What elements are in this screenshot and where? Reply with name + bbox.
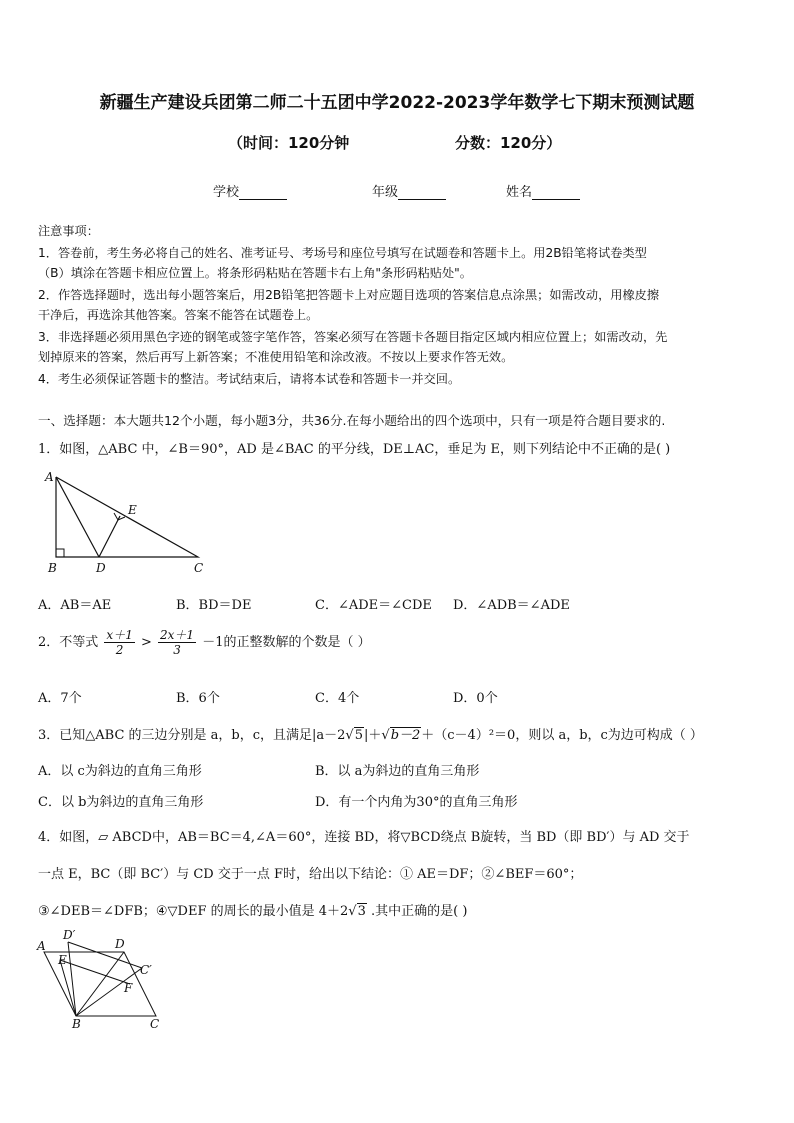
frac2-numerator: 2x＋1 xyxy=(160,628,195,642)
p-label-e: E xyxy=(58,953,67,967)
q1-option-b[interactable]: B．BD＝DE xyxy=(176,598,252,613)
grade-field xyxy=(372,181,446,200)
point-e-label: E xyxy=(128,503,137,517)
fraction-2 xyxy=(158,628,196,657)
exam-time: （时间：120分钟 xyxy=(228,134,350,152)
note-line: （B）填涂在答题卡相应位置上。将条形码粘贴在答题卡右上角"条形码粘贴处"。 xyxy=(38,266,472,280)
p-label-cprime: C′ xyxy=(140,963,152,977)
q2-option-d[interactable]: D．0个 xyxy=(453,691,498,706)
q3-sqrt-2: b－2 xyxy=(390,728,421,743)
triangle-figure xyxy=(36,466,216,578)
q3-text-b: |＋ xyxy=(364,728,382,743)
q3-option-a[interactable]: A．以 c为斜边的直角三角形 xyxy=(38,764,202,779)
q4-text-a: ③∠DEB＝∠DFB；④▽DEF 的周长的最小值是 4＋2 xyxy=(38,904,349,919)
exam-title: 新疆生产建设兵团第二师二十五团中学2022-2023学年数学七下期末预测试题 xyxy=(99,93,695,113)
p-label-d: D xyxy=(115,937,125,951)
q2-suffix: －1的正整数解的个数是（ ） xyxy=(202,635,371,650)
question-4-line-2: 一点 E，BC（即 BC′）与 CD 交于一点 F时，给出以下结论：① AE＝DF；②∠BEF＝60°； xyxy=(38,867,583,882)
p-label-c: C xyxy=(150,1017,160,1031)
point-b-label: B xyxy=(48,561,57,575)
gt-sign: > xyxy=(140,635,152,650)
note-line: 4．考生必须保证答题卡的整洁。考试结束后，请将本试卷和答题卡一并交回。 xyxy=(38,372,461,386)
p-label-f: F xyxy=(124,981,133,995)
q1-option-c[interactable]: C．∠ADE＝∠CDE xyxy=(315,598,432,613)
note-line: 干净后，再选涂其他答案。答案不能答在试题卷上。 xyxy=(38,308,319,322)
p-label-b: B xyxy=(72,1017,81,1031)
name-blank xyxy=(532,187,580,200)
frac2-denominator: 3 xyxy=(173,643,181,657)
p-label-dprime: D′ xyxy=(63,928,76,942)
q2-option-a[interactable]: A．7个 xyxy=(38,691,82,706)
school-label: 学校 xyxy=(213,185,240,200)
school-field xyxy=(213,181,287,200)
school-blank xyxy=(239,187,287,200)
parallelogram-figure xyxy=(30,928,170,1034)
q2-prefix: 2．不等式 xyxy=(38,635,99,650)
note-line: 划掉原来的答案，然后再写上新答案；不准使用铅笔和涂改液。不按以上要求作答无效。 xyxy=(38,350,514,364)
q3-text-a: 3．已知△ABC 的三边分别是 a，b，c，且满足|a－2 xyxy=(38,728,346,743)
note-line: 2．作答选择题时，选出每小题答案后，用2B铅笔把答题卡上对应题目选项的答案信息点涂黑；如需改动，用橡皮擦 xyxy=(38,288,660,302)
note-line: 1．答卷前，考生务必将自己的姓名、准考证号、考场号和座位号填写在试题卷和答题卡上。用2B铅笔将试卷类型 xyxy=(38,246,647,260)
q3-text-c: ＋（c－4）²＝0，则以 a，b，c为边可构成（ ） xyxy=(421,728,703,743)
q4-text-b: .其中正确的是( ) xyxy=(366,904,468,919)
frac1-numerator: x＋1 xyxy=(106,628,133,642)
frac1-denominator: 2 xyxy=(115,643,124,657)
question-3-stem xyxy=(38,724,703,743)
grade-blank xyxy=(398,187,446,200)
p-label-a: A xyxy=(37,939,46,953)
sqrt-symbol: √ xyxy=(348,904,357,919)
sqrt-symbol: √ xyxy=(345,728,354,743)
note-line: 3．非选择题必须用黑色字迹的钢笔或签字笔作答，答案必须写在答题卡各题目指定区域内相应位置上；如需改动，先 xyxy=(38,330,668,344)
exam-score: 分数：120分） xyxy=(455,134,562,152)
point-a-label: A xyxy=(45,470,54,484)
q3-option-c[interactable]: C．以 b为斜边的直角三角形 xyxy=(38,795,204,810)
q3-option-b[interactable]: B．以 a为斜边的直角三角形 xyxy=(315,764,480,779)
question-1-stem: 1．如图，△ABC 中，∠B＝90°，AD 是∠BAC 的平分线，DE⊥AC，垂足为 E，则下列结论中不正确的是( ) xyxy=(38,442,671,457)
sqrt-symbol: √ xyxy=(381,728,390,743)
q1-option-a[interactable]: A．AB＝AE xyxy=(38,598,112,613)
q1-option-d[interactable]: D．∠ADB＝∠ADE xyxy=(453,598,570,613)
point-d-label: D xyxy=(96,561,106,575)
point-c-label: C xyxy=(194,561,204,575)
section-heading: 一、选择题：本大题共12个小题，每小题3分，共36分.在每小题给出的四个选项中，只有一项是符合题目要求的. xyxy=(38,413,666,428)
q4-sqrt: 3 xyxy=(357,904,366,919)
question-4-line-3 xyxy=(38,900,467,919)
q3-sqrt-1: 5 xyxy=(354,728,363,743)
question-4-line-1: 4．如图，▱ ABCD中，AB＝BC＝4,∠A＝60°，连接 BD，将▽BCD绕点 B旋转，当 BD（即 BD′）与 AD 交于 xyxy=(38,830,690,845)
name-field xyxy=(506,181,580,200)
notes-heading: 注意事项： xyxy=(38,224,99,238)
q3-option-d[interactable]: D．有一个内角为30°的直角三角形 xyxy=(315,795,518,810)
fraction-1 xyxy=(104,628,134,657)
q2-option-c[interactable]: C．4个 xyxy=(315,691,360,706)
q2-option-b[interactable]: B．6个 xyxy=(176,691,220,706)
name-label: 姓名 xyxy=(506,185,533,200)
grade-label: 年级 xyxy=(372,185,399,200)
question-2-stem xyxy=(38,628,371,657)
